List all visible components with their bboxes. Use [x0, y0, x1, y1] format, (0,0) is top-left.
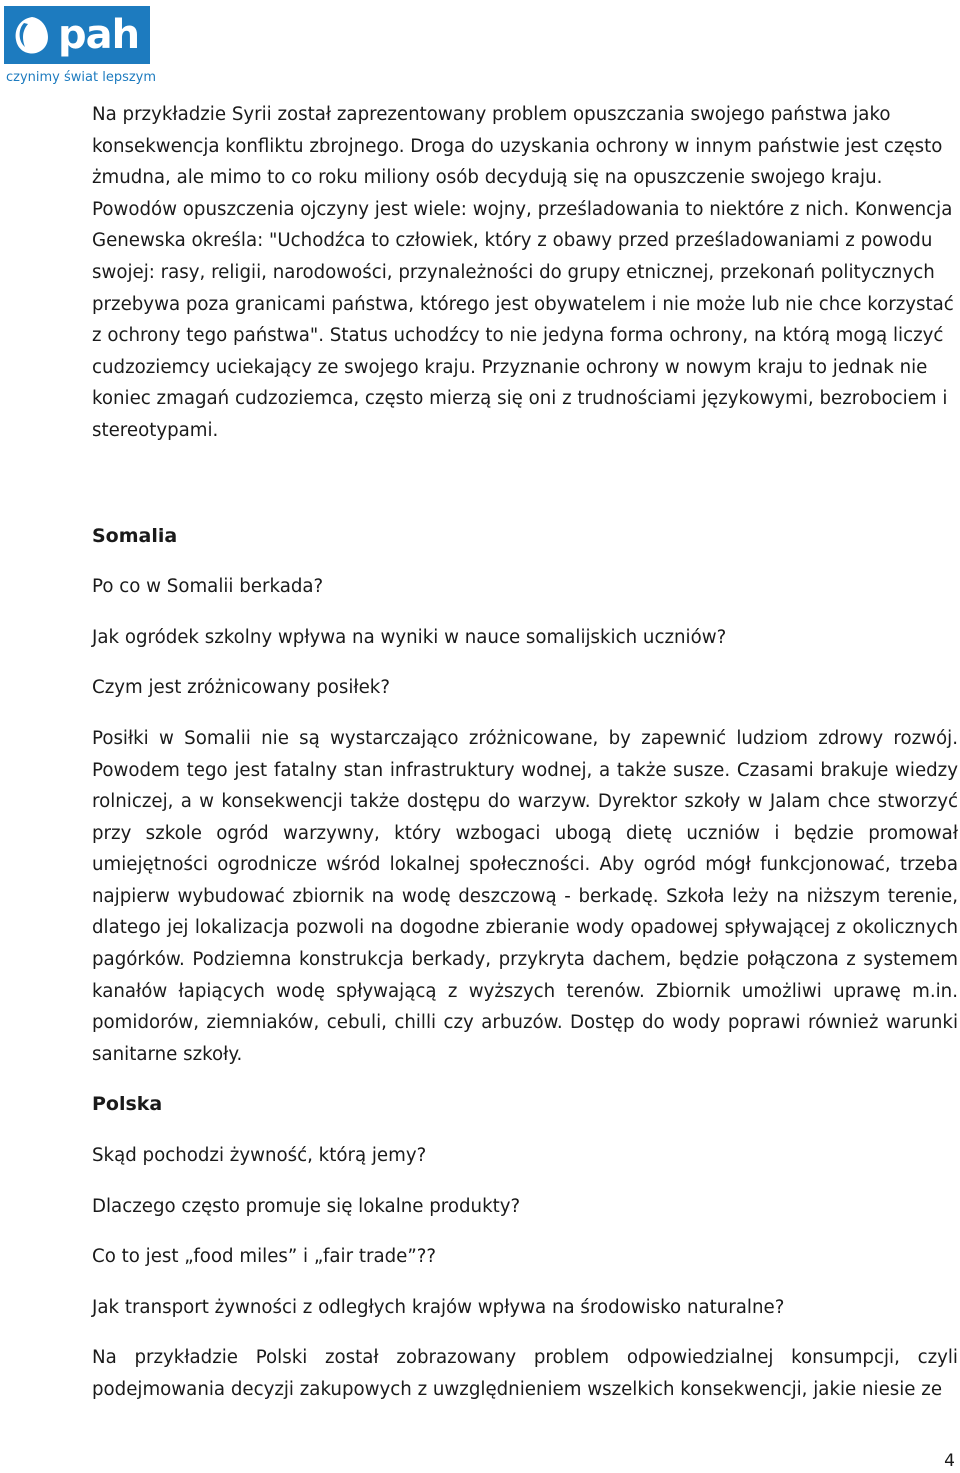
polska-body-paragraph: Na przykładzie Polski został zobrazowany problem odpowiedzialnej konsumpcji, czyli podejmowania decyzji zakupowych z uwzględnieniem wszelkich konsekwencji, jakie niesie ze [92, 1347, 958, 1400]
somalia-question: Czym jest zróżnicowany posiłek? [92, 677, 390, 699]
polska-question: Skąd pochodzi żywność, którą jemy? [92, 1145, 427, 1167]
polska-question: Dlaczego często promuje się lokalne produkty? [92, 1195, 521, 1217]
polska-question: Jak transport żywności z odległych krajów wpływa na środowisko naturalne? [92, 1296, 785, 1318]
intro-paragraph: Na przykładzie Syrii został zaprezentowany problem opuszczania swojego państwa jako konsekwencja konfliktu zbrojnego. Droga do uzyskania ochrony w innym państwie jest często żmudna, ale mimo to co roku miliony osób decydują się na opuszczenie swojego kraju. Powodów opuszczenia ojczyny jest wiele: wojny, prześladowania to niektóre z nich. Konwencja Genewska określa: "Uchodźca to człowiek, który z obawy przed prześladowaniami z powodu swojej: rasy, religii, narodowości, przynależności do grupy etnicznej, przekonań politycznych przebywa poza granicami państwa, którego jest obywatelem i nie może lub nie chce korzystać z ochrony tego państwa". Status uchodźcy to nie jedyna forma ochrony, na którą mogą liczyć cudzoziemcy uciekający ze swojego kraju. Przyznanie ochrony w nowym kraju to jednak nie koniec zmagań cudzoziemca, często mierzą się oni z trudnościami językowymi, bezrobociem i stereotypami. [92, 104, 954, 441]
page-number: 4 [944, 1451, 955, 1471]
somalia-question: Jak ogródek szkolny wpływa na wyniki w nauce somalijskich uczniów? [92, 626, 727, 648]
polska-question: Co to jest „food miles” i „fair trade”?? [92, 1246, 437, 1268]
section-heading-polska: Polska [92, 1093, 163, 1116]
drop-icon [12, 13, 52, 57]
section-heading-somalia: Somalia [92, 524, 178, 547]
logo-wordmark: pah [58, 12, 140, 58]
logo-tagline: czynimy świat lepszym [6, 70, 157, 85]
pah-logo [4, 6, 157, 85]
document-body [92, 99, 958, 1406]
somalia-body-paragraph: Posiłki w Somalii nie są wystarczająco zróżnicowane, by zapewnić ludziom zdrowy rozwój. Powodem tego jest fatalny stan infrastruktury wodnej, a także susze. Czasami brakuje wiedzy rolniczej, a w konsekwencji także dostępu do warzyw. Dyrektor szkoły w Jalam chce stworzyć przy szkole ogród warzywny, który wzbogaci ubogą dietę uczniów i będzie promował umiejętności ogrodnicze wśród lokalnej społeczności. Aby ogród mógł funkcjonować, trzeba najpierw wybudować zbiornik na wodę deszczową - berkadę. Szkoła leży na niższym terenie, dlatego jej lokalizacja pozwoli na dogodne zbieranie wody opadowej spływającej z okolicznych pagórków. Podziemna konstrukcja berkady, przykryta dachem, będzie połączona z systemem kanałów łapiących wodę spływającą z wyższych terenów. Zbiornik umożliwi uprawę m.in. pomidorów, ziemniaków, cebuli, chilli czy arbuzów. Dostęp do wody poprawi również warunki sanitarne szkoły. [92, 727, 958, 1065]
logo-badge [4, 6, 150, 64]
somalia-question: Po co w Somalii berkada? [92, 576, 324, 598]
